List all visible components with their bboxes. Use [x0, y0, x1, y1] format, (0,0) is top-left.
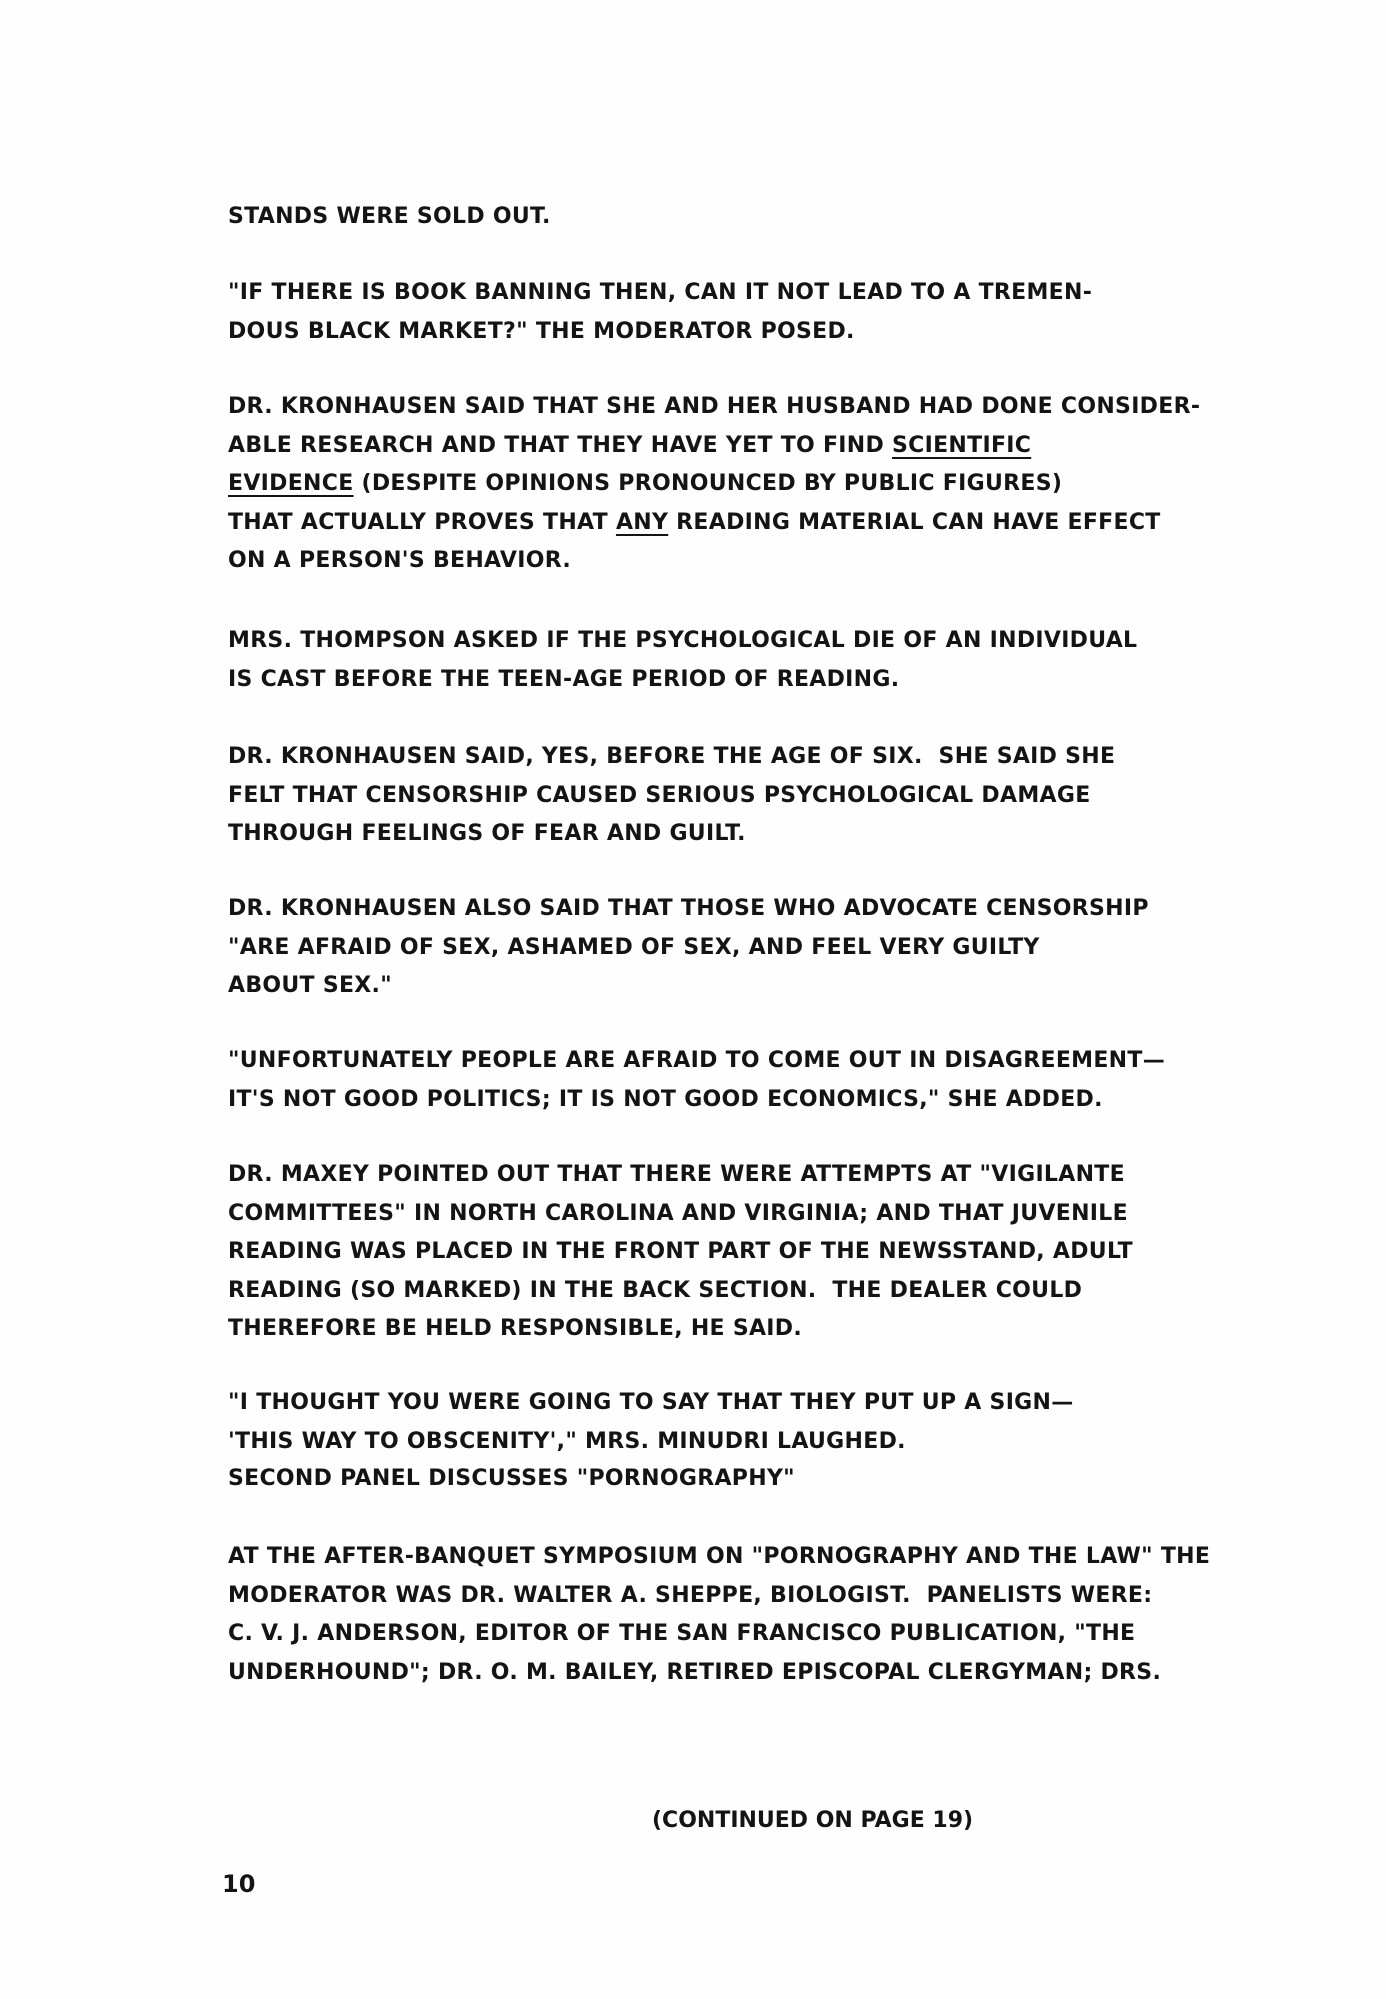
- text-line: "UNFORTUNATELY PEOPLE ARE AFRAID TO COME OUT IN DISAGREEMENT—: [228, 1048, 1166, 1073]
- page-number: 10: [222, 1870, 256, 1898]
- paragraph: [228, 388, 1200, 581]
- paragraph: [228, 890, 1149, 1006]
- text-line: COMMITTEES" IN NORTH CAROLINA AND VIRGINIA; AND THAT JUVENILE: [228, 1200, 1128, 1226]
- text-line: EVIDENCE (DESPITE OPINIONS PRONOUNCED BY PUBLIC FIGURES): [228, 471, 1063, 497]
- text-line: IT'S NOT GOOD POLITICS; IT IS NOT GOOD ECONOMICS," SHE ADDED.: [228, 1086, 1103, 1112]
- paragraph: [228, 1460, 795, 1499]
- paragraph: [228, 622, 1137, 699]
- text-line: DR. MAXEY POINTED OUT THAT THERE WERE ATTEMPTS AT "VIGILANTE: [228, 1162, 1125, 1187]
- text-line: ON A PERSON'S BEHAVIOR.: [228, 548, 572, 574]
- text-line: THAT ACTUALLY PROVES THAT ANY READING MATERIAL CAN HAVE EFFECT: [228, 509, 1161, 535]
- paragraph: [228, 1042, 1165, 1119]
- text-line: UNDERHOUND"; DR. O. M. BAILEY, RETIRED EPISCOPAL CLERGYMAN; DRS.: [228, 1659, 1162, 1685]
- text-line: IS CAST BEFORE THE TEEN-AGE PERIOD OF READING.: [228, 666, 900, 692]
- text-line: DR. KRONHAUSEN ALSO SAID THAT THOSE WHO ADVOCATE CENSORSHIP: [228, 896, 1149, 921]
- text-line: READING WAS PLACED IN THE FRONT PART OF THE NEWSSTAND, ADULT: [228, 1239, 1133, 1265]
- paragraph: [228, 1538, 1210, 1692]
- text-line: DR. KRONHAUSEN SAID, YES, BEFORE THE AGE OF SIX. SHE SAID SHE: [228, 744, 1116, 769]
- text-line: MRS. THOMPSON ASKED IF THE PSYCHOLOGICAL DIE OF AN INDIVIDUAL: [228, 628, 1138, 653]
- text-line: ABOUT SEX.": [228, 973, 392, 999]
- text-line: READING (SO MARKED) IN THE BACK SECTION. THE DEALER COULD: [228, 1277, 1083, 1303]
- text-line: THROUGH FEELINGS OF FEAR AND GUILT.: [228, 821, 746, 847]
- paragraph: [228, 274, 1092, 351]
- text-line: 'THIS WAY TO OBSCENITY'," MRS. MINUDRI LAUGHED.: [228, 1428, 906, 1454]
- text-line: ABLE RESEARCH AND THAT THEY HAVE YET TO FIND SCIENTIFIC: [228, 432, 1032, 458]
- text-line: FELT THAT CENSORSHIP CAUSED SERIOUS PSYCHOLOGICAL DAMAGE: [228, 782, 1091, 808]
- text-line: STANDS WERE SOLD OUT.: [228, 204, 551, 229]
- text-line: C. V. J. ANDERSON, EDITOR OF THE SAN FRANCISCO PUBLICATION, "THE: [228, 1621, 1136, 1647]
- text-line: "IF THERE IS BOOK BANNING THEN, CAN IT NOT LEAD TO A TREMEN-: [228, 280, 1093, 305]
- paragraph: [228, 738, 1115, 854]
- text-line: "ARE AFRAID OF SEX, ASHAMED OF SEX, AND FEEL VERY GUILTY: [228, 934, 1040, 960]
- paragraph: [228, 1156, 1133, 1349]
- text-line: MODERATOR WAS DR. WALTER A. SHEPPE, BIOLOGIST. PANELISTS WERE:: [228, 1582, 1153, 1608]
- paragraph: [228, 198, 551, 237]
- paragraph: [228, 1384, 1074, 1461]
- text-line: AT THE AFTER-BANQUET SYMPOSIUM ON "PORNOGRAPHY AND THE LAW" THE: [228, 1544, 1211, 1569]
- text-line: DR. KRONHAUSEN SAID THAT SHE AND HER HUSBAND HAD DONE CONSIDER-: [228, 394, 1201, 419]
- text-line: "I THOUGHT YOU WERE GOING TO SAY THAT THEY PUT UP A SIGN—: [228, 1390, 1074, 1415]
- text-line: SECOND PANEL DISCUSSES "PORNOGRAPHY": [228, 1466, 795, 1491]
- continued-note: (CONTINUED ON PAGE 19): [652, 1808, 974, 1833]
- text-line: DOUS BLACK MARKET?" THE MODERATOR POSED.: [228, 318, 855, 344]
- text-line: THEREFORE BE HELD RESPONSIBLE, HE SAID.: [228, 1316, 802, 1342]
